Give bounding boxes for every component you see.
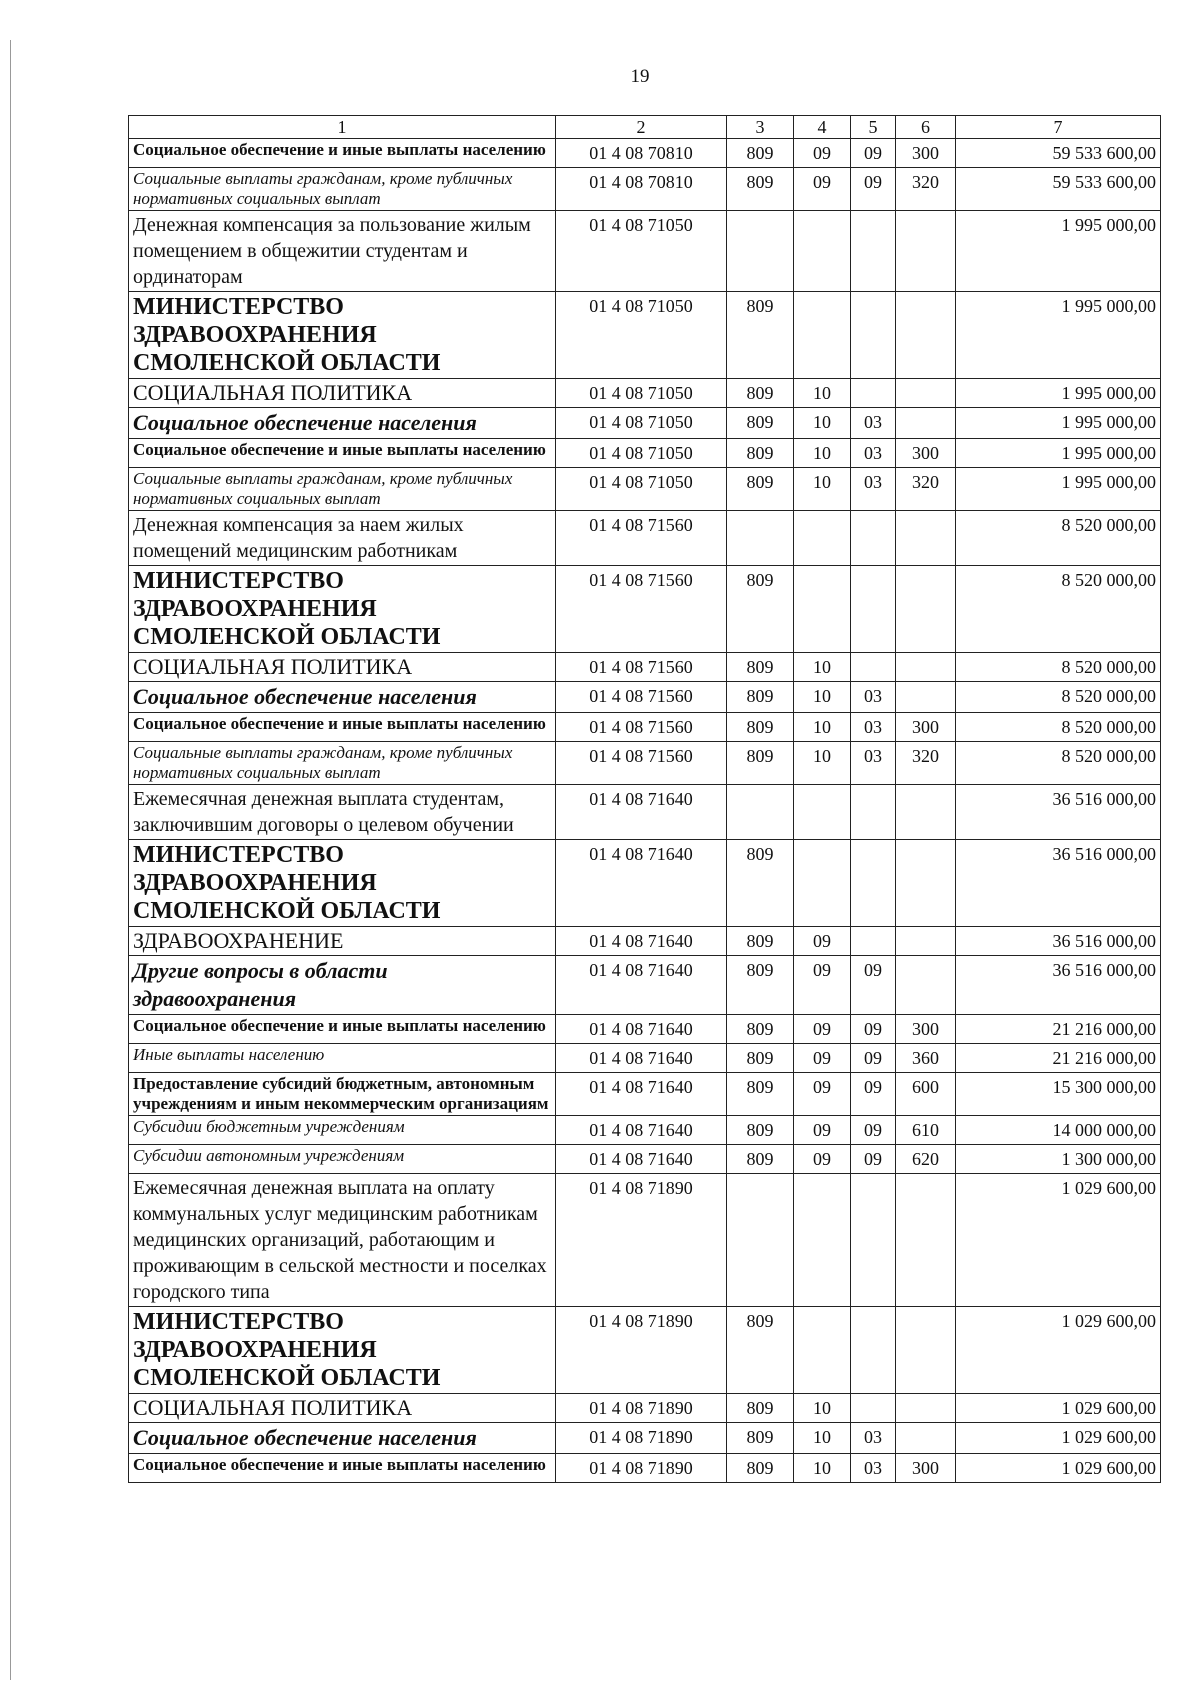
target-code-cell: 01 4 08 71050 [556,439,727,468]
ministry-code-cell: 809 [727,566,794,653]
section-cell [794,511,851,566]
target-code-cell: 01 4 08 71890 [556,1454,727,1483]
amount-cell: 1 995 000,00 [956,379,1161,408]
expense-type-cell: 360 [896,1044,956,1073]
section-cell: 10 [794,1423,851,1454]
target-code-cell: 01 4 08 71890 [556,1394,727,1423]
expense-type-cell [896,1307,956,1394]
subsection-cell [851,379,896,408]
row-name-cell: МИНИСТЕРСТВО ЗДРАВООХРАНЕНИЯ СМОЛЕНСКОЙ ОБЛАСТИ [129,566,556,653]
row-name-cell: Ежемесячная денежная выплата на оплату коммунальных услуг медицинским работникам медицинских организаций, работающим и проживающим в сельской местности и поселках городского типа [129,1174,556,1307]
amount-cell: 36 516 000,00 [956,840,1161,927]
row-name-cell: Субсидии бюджетным учреждениям [129,1116,556,1145]
amount-cell: 59 533 600,00 [956,168,1161,211]
subsection-cell: 09 [851,168,896,211]
expense-type-cell [896,408,956,439]
row-name-cell: Субсидии автономным учреждениям [129,1145,556,1174]
subsection-cell: 03 [851,1454,896,1483]
amount-cell: 21 216 000,00 [956,1015,1161,1044]
expense-type-cell [896,653,956,682]
subsection-cell [851,840,896,927]
amount-cell: 1 029 600,00 [956,1307,1161,1394]
table-row [129,1044,1161,1073]
ministry-code-cell [727,1174,794,1307]
ministry-code-cell: 809 [727,1307,794,1394]
ministry-code-cell: 809 [727,439,794,468]
header-row [129,116,1161,139]
target-code-cell: 01 4 08 71560 [556,742,727,785]
table-row [129,1073,1161,1116]
row-name-cell: СОЦИАЛЬНАЯ ПОЛИТИКА [129,1394,556,1423]
target-code-cell: 01 4 08 71640 [556,1044,727,1073]
table-row [129,211,1161,292]
table-row [129,927,1161,956]
ministry-code-cell: 809 [727,168,794,211]
subsection-cell [851,211,896,292]
ministry-code-cell: 809 [727,742,794,785]
subsection-cell: 09 [851,956,896,1015]
amount-cell: 8 520 000,00 [956,742,1161,785]
row-name-cell: СОЦИАЛЬНАЯ ПОЛИТИКА [129,653,556,682]
header-cell: 1 [129,116,556,139]
target-code-cell: 01 4 08 71640 [556,927,727,956]
row-name-cell: Иные выплаты населению [129,1044,556,1073]
subsection-cell: 03 [851,1423,896,1454]
section-cell: 09 [794,956,851,1015]
row-name-cell: МИНИСТЕРСТВО ЗДРАВООХРАНЕНИЯ СМОЛЕНСКОЙ ОБЛАСТИ [129,840,556,927]
table-row [129,956,1161,1015]
row-name-cell: Ежемесячная денежная выплата студентам, заключившим договоры о целевом обучении [129,785,556,840]
ministry-code-cell: 809 [727,1394,794,1423]
row-name-cell: Социальное обеспечение и иные выплаты населению [129,1015,556,1044]
expense-type-cell [896,511,956,566]
expense-type-cell: 300 [896,713,956,742]
section-cell: 10 [794,1454,851,1483]
target-code-cell: 01 4 08 71560 [556,682,727,713]
expense-type-cell [896,211,956,292]
target-code-cell: 01 4 08 71640 [556,1145,727,1174]
ministry-code-cell: 809 [727,713,794,742]
expense-type-cell: 600 [896,1073,956,1116]
amount-cell: 1 029 600,00 [956,1423,1161,1454]
table-row [129,1454,1161,1483]
amount-cell: 1 995 000,00 [956,439,1161,468]
target-code-cell: 01 4 08 71560 [556,566,727,653]
row-name-cell: СОЦИАЛЬНАЯ ПОЛИТИКА [129,379,556,408]
subsection-cell [851,292,896,379]
ministry-code-cell: 809 [727,1015,794,1044]
expense-type-cell [896,1174,956,1307]
amount-cell: 1 300 000,00 [956,1145,1161,1174]
expense-type-cell [896,1394,956,1423]
table-row [129,511,1161,566]
row-name-cell: Социальное обеспечение и иные выплаты населению [129,713,556,742]
target-code-cell: 01 4 08 71640 [556,785,727,840]
table-row [129,653,1161,682]
subsection-cell: 09 [851,1145,896,1174]
row-name-cell: Социальное обеспечение и иные выплаты населению [129,139,556,168]
subsection-cell: 09 [851,1015,896,1044]
section-cell: 10 [794,682,851,713]
amount-cell: 15 300 000,00 [956,1073,1161,1116]
expense-type-cell [896,682,956,713]
expense-type-cell: 320 [896,468,956,511]
expense-type-cell: 620 [896,1145,956,1174]
amount-cell: 1 995 000,00 [956,408,1161,439]
subsection-cell [851,785,896,840]
amount-cell: 59 533 600,00 [956,139,1161,168]
subsection-cell: 03 [851,408,896,439]
table-row [129,1394,1161,1423]
subsection-cell [851,1307,896,1394]
expense-type-cell [896,292,956,379]
target-code-cell: 01 4 08 71890 [556,1307,727,1394]
subsection-cell [851,927,896,956]
expense-type-cell: 300 [896,1015,956,1044]
ministry-code-cell: 809 [727,139,794,168]
section-cell [794,840,851,927]
page-number: 19 [630,66,650,87]
section-cell: 10 [794,408,851,439]
table-row [129,1145,1161,1174]
table-row [129,468,1161,511]
row-name-cell: Денежная компенсация за наем жилых помещений медицинским работникам [129,511,556,566]
amount-cell: 8 520 000,00 [956,713,1161,742]
subsection-cell: 03 [851,742,896,785]
subsection-cell: 09 [851,1044,896,1073]
ministry-code-cell: 809 [727,1073,794,1116]
target-code-cell: 01 4 08 71050 [556,211,727,292]
subsection-cell [851,566,896,653]
table-row [129,742,1161,785]
table-row [129,168,1161,211]
table-row [129,1174,1161,1307]
table-row [129,713,1161,742]
target-code-cell: 01 4 08 71050 [556,292,727,379]
amount-cell: 1 029 600,00 [956,1174,1161,1307]
ministry-code-cell: 809 [727,1423,794,1454]
row-name-cell: Социальные выплаты гражданам, кроме публичных нормативных социальных выплат [129,168,556,211]
section-cell: 09 [794,1116,851,1145]
subsection-cell: 09 [851,1073,896,1116]
header-cell: 3 [727,116,794,139]
expense-type-cell: 610 [896,1116,956,1145]
section-cell: 09 [794,1073,851,1116]
expense-type-cell [896,785,956,840]
table-row [129,840,1161,927]
subsection-cell [851,653,896,682]
table-row [129,566,1161,653]
subsection-cell: 03 [851,713,896,742]
expense-type-cell [896,927,956,956]
section-cell: 09 [794,1015,851,1044]
section-cell: 10 [794,379,851,408]
section-cell: 09 [794,1044,851,1073]
target-code-cell: 01 4 08 71640 [556,840,727,927]
table-row [129,1015,1161,1044]
amount-cell: 8 520 000,00 [956,653,1161,682]
row-name-cell: Социальное обеспечение населения [129,682,556,713]
amount-cell: 1 995 000,00 [956,468,1161,511]
amount-cell: 1 995 000,00 [956,292,1161,379]
subsection-cell: 03 [851,439,896,468]
subsection-cell: 03 [851,468,896,511]
ministry-code-cell: 809 [727,292,794,379]
ministry-code-cell [727,211,794,292]
section-cell: 09 [794,1145,851,1174]
expense-type-cell [896,566,956,653]
table-row [129,682,1161,713]
budget-table [128,115,1161,1483]
expense-type-cell [896,956,956,1015]
section-cell: 10 [794,468,851,511]
section-cell [794,211,851,292]
table-row [129,1423,1161,1454]
row-name-cell: Другие вопросы в области здравоохранения [129,956,556,1015]
section-cell: 10 [794,439,851,468]
target-code-cell: 01 4 08 70810 [556,139,727,168]
amount-cell: 8 520 000,00 [956,682,1161,713]
subsection-cell: 09 [851,139,896,168]
section-cell [794,1174,851,1307]
section-cell: 10 [794,742,851,785]
row-name-cell: Социальные выплаты гражданам, кроме публичных нормативных социальных выплат [129,742,556,785]
target-code-cell: 01 4 08 71640 [556,1116,727,1145]
amount-cell: 1 029 600,00 [956,1454,1161,1483]
amount-cell: 8 520 000,00 [956,566,1161,653]
section-cell [794,785,851,840]
header-cell: 6 [896,116,956,139]
target-code-cell: 01 4 08 71640 [556,956,727,1015]
ministry-code-cell: 809 [727,408,794,439]
ministry-code-cell: 809 [727,653,794,682]
ministry-code-cell: 809 [727,840,794,927]
subsection-cell [851,1174,896,1307]
section-cell: 10 [794,653,851,682]
table-row [129,785,1161,840]
subsection-cell [851,511,896,566]
table-row [129,408,1161,439]
target-code-cell: 01 4 08 71890 [556,1423,727,1454]
row-name-cell: Социальное обеспечение населения [129,1423,556,1454]
target-code-cell: 01 4 08 70810 [556,168,727,211]
target-code-cell: 01 4 08 71050 [556,408,727,439]
expense-type-cell: 300 [896,139,956,168]
target-code-cell: 01 4 08 71560 [556,653,727,682]
amount-cell: 21 216 000,00 [956,1044,1161,1073]
target-code-cell: 01 4 08 71640 [556,1073,727,1116]
ministry-code-cell: 809 [727,379,794,408]
row-name-cell: МИНИСТЕРСТВО ЗДРАВООХРАНЕНИЯ СМОЛЕНСКОЙ ОБЛАСТИ [129,292,556,379]
table-row [129,139,1161,168]
amount-cell: 1 029 600,00 [956,1394,1161,1423]
section-cell: 09 [794,139,851,168]
expense-type-cell: 300 [896,439,956,468]
row-name-cell: ЗДРАВООХРАНЕНИЕ [129,927,556,956]
scan-margin-line [10,40,11,1680]
section-cell: 10 [794,713,851,742]
row-name-cell: Социальное обеспечение населения [129,408,556,439]
amount-cell: 8 520 000,00 [956,511,1161,566]
amount-cell: 36 516 000,00 [956,956,1161,1015]
expense-type-cell [896,840,956,927]
section-cell: 09 [794,927,851,956]
table-row [129,379,1161,408]
target-code-cell: 01 4 08 71050 [556,468,727,511]
ministry-code-cell: 809 [727,927,794,956]
header-cell: 5 [851,116,896,139]
amount-cell: 1 995 000,00 [956,211,1161,292]
ministry-code-cell: 809 [727,1145,794,1174]
target-code-cell: 01 4 08 71050 [556,379,727,408]
row-name-cell: Социальное обеспечение и иные выплаты населению [129,1454,556,1483]
header-cell: 7 [956,116,1161,139]
target-code-cell: 01 4 08 71560 [556,713,727,742]
subsection-cell: 09 [851,1116,896,1145]
expense-type-cell [896,1423,956,1454]
expense-type-cell: 320 [896,168,956,211]
ministry-code-cell: 809 [727,1116,794,1145]
row-name-cell: Предоставление субсидий бюджетным, автономным учреждениям и иным некоммерческим организациям [129,1073,556,1116]
section-cell [794,1307,851,1394]
subsection-cell [851,1394,896,1423]
amount-cell: 14 000 000,00 [956,1116,1161,1145]
ministry-code-cell [727,511,794,566]
section-cell [794,292,851,379]
amount-cell: 36 516 000,00 [956,927,1161,956]
expense-type-cell: 320 [896,742,956,785]
ministry-code-cell: 809 [727,468,794,511]
target-code-cell: 01 4 08 71890 [556,1174,727,1307]
target-code-cell: 01 4 08 71560 [556,511,727,566]
expense-type-cell [896,379,956,408]
section-cell [794,566,851,653]
header-cell: 4 [794,116,851,139]
amount-cell: 36 516 000,00 [956,785,1161,840]
ministry-code-cell: 809 [727,1454,794,1483]
subsection-cell: 03 [851,682,896,713]
ministry-code-cell: 809 [727,956,794,1015]
ministry-code-cell [727,785,794,840]
expense-type-cell: 300 [896,1454,956,1483]
ministry-code-cell: 809 [727,1044,794,1073]
table-row [129,1116,1161,1145]
section-cell: 10 [794,1394,851,1423]
header-cell: 2 [556,116,727,139]
table-row [129,439,1161,468]
row-name-cell: Социальное обеспечение и иные выплаты населению [129,439,556,468]
row-name-cell: МИНИСТЕРСТВО ЗДРАВООХРАНЕНИЯ СМОЛЕНСКОЙ ОБЛАСТИ [129,1307,556,1394]
table-row [129,1307,1161,1394]
row-name-cell: Денежная компенсация за пользование жилым помещением в общежитии студентам и ординаторам [129,211,556,292]
target-code-cell: 01 4 08 71640 [556,1015,727,1044]
table-row [129,292,1161,379]
section-cell: 09 [794,168,851,211]
ministry-code-cell: 809 [727,682,794,713]
row-name-cell: Социальные выплаты гражданам, кроме публичных нормативных социальных выплат [129,468,556,511]
